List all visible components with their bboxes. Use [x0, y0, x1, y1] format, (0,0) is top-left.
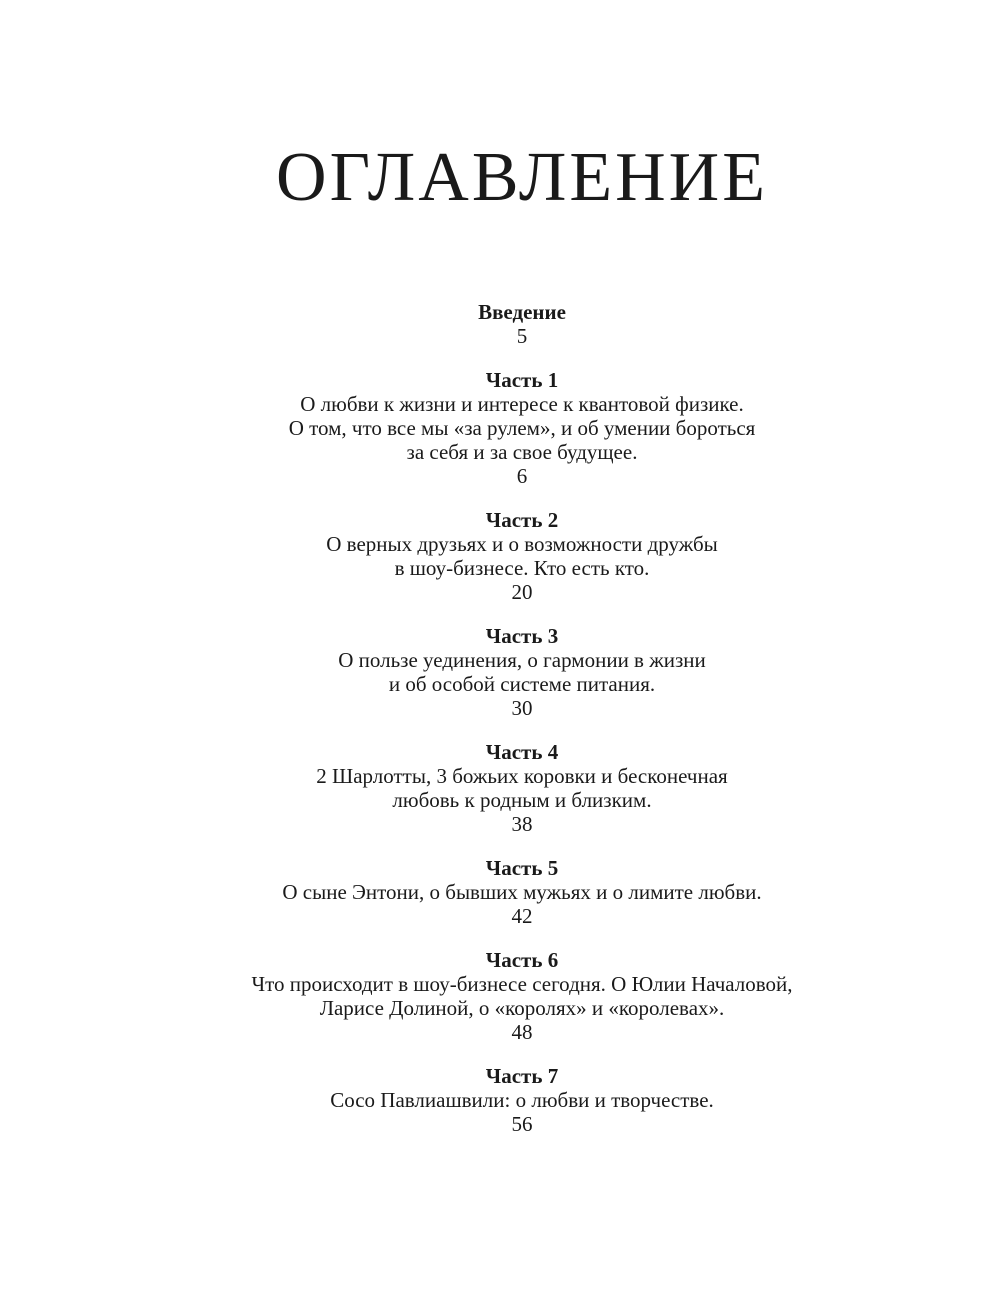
toc-entry-title: Часть 4	[485, 740, 559, 764]
toc-entry-description: Ларисе Долиной, о «королях» и «королевах».	[319, 996, 725, 1020]
toc-entry-page: 42	[511, 904, 533, 928]
toc-entry-page: 56	[511, 1112, 533, 1136]
toc-entry-description: в шоу-бизнесе. Кто есть кто.	[394, 556, 650, 580]
toc-entry-part-2[interactable]	[0, 508, 987, 604]
toc-entry-page: 48	[511, 1020, 533, 1044]
toc-entry-page: 30	[511, 696, 533, 720]
toc-entry-description: любовь к родным и близким.	[392, 788, 652, 812]
toc-entry-description: за себя и за свое будущее.	[406, 440, 638, 464]
toc-entry-intro[interactable]	[0, 300, 987, 348]
toc-entry-title: Часть 5	[485, 856, 559, 880]
toc-entry-description: и об особой системе питания.	[388, 672, 656, 696]
table-of-contents	[0, 300, 987, 1156]
toc-entry-title: Часть 1	[485, 368, 559, 392]
toc-entry-description: Сосо Павлиашвили: о любви и творчестве.	[330, 1088, 714, 1112]
toc-entry-description: О пользе уединения, о гармонии в жизни	[338, 648, 706, 672]
toc-entry-page: 38	[511, 812, 533, 836]
toc-entry-part-4[interactable]	[0, 740, 987, 836]
toc-entry-title: Часть 2	[485, 508, 559, 532]
toc-entry-description: О верных друзьях и о возможности дружбы	[326, 532, 718, 556]
toc-entry-description: О любви к жизни и интересе к квантовой физике.	[300, 392, 744, 416]
toc-entry-title: Часть 7	[485, 1064, 559, 1088]
toc-entry-description: 2 Шарлотты, 3 божьих коровки и бесконечная	[316, 764, 728, 788]
toc-entry-page: 6	[516, 464, 528, 488]
toc-entry-part-3[interactable]	[0, 624, 987, 720]
toc-entry-part-6[interactable]	[0, 948, 987, 1044]
page-title: ОГЛАВЛЕНИЕ	[276, 139, 768, 216]
toc-entry-title: Часть 3	[485, 624, 559, 648]
toc-entry-page: 5	[516, 324, 528, 348]
toc-entry-part-5[interactable]	[0, 856, 987, 928]
toc-entry-part-7[interactable]	[0, 1064, 987, 1136]
toc-entry-description: О сыне Энтони, о бывших мужьях и о лимите любви.	[282, 880, 762, 904]
toc-entry-title: Введение	[478, 300, 566, 324]
toc-entry-part-1[interactable]	[0, 368, 987, 488]
toc-entry-title: Часть 6	[485, 948, 559, 972]
toc-entry-description: О том, что все мы «за рулем», и об умении бороться	[288, 416, 756, 440]
toc-entry-page: 20	[511, 580, 533, 604]
toc-entry-description: Что происходит в шоу-бизнесе сегодня. О Юлии Началовой,	[251, 972, 793, 996]
